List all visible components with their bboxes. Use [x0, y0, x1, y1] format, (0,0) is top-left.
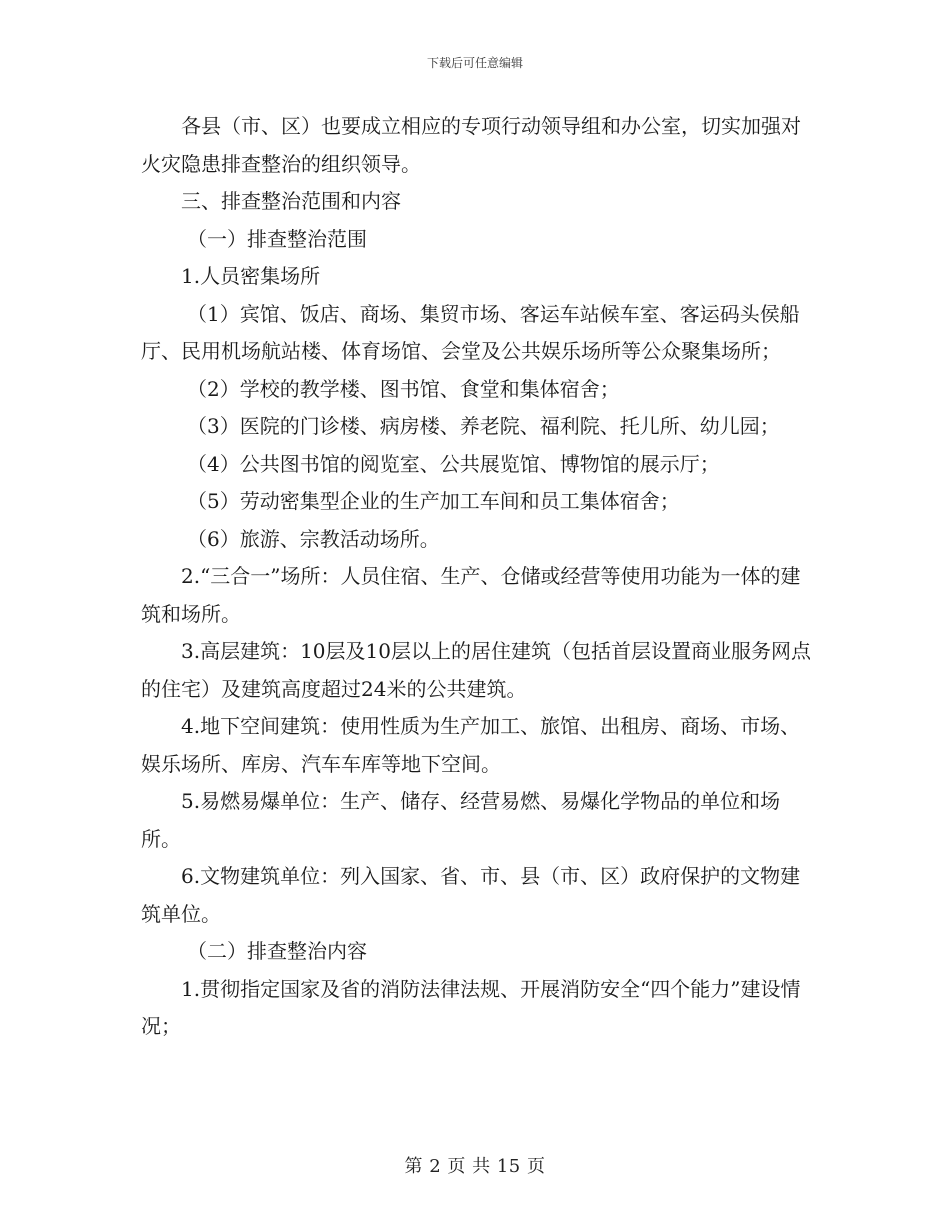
item-cultural-relics: 6.文物建筑单位：列入国家、省、市、县（市、区）政府保护的文物建筑单位。 [141, 864, 801, 926]
item-flammable-explosive: 5.易燃易爆单位：生产、储存、经营易燃、易爆化学物品的单位和场所。 [141, 789, 781, 851]
paragraph-leadership: 各县（市、区）也要成立相应的专项行动领导组和办公室，切实加强对火灾隐患排查整治的组织领导。 [141, 114, 801, 176]
section-heading-scope-and-content: 三、排查整治范围和内容 [181, 189, 401, 213]
item-high-rise: 3.高层建筑：10层及10层以上的居住建筑（包括首层设置商业服务网点的住宅）及建筑高度超过24米的公共建筑。 [141, 639, 811, 701]
subitem-3-hospitals: （3）医院的门诊楼、病房楼、养老院、福利院、托儿所、幼儿园； [187, 414, 780, 438]
subitem-6-tourism-religious: （6）旅游、宗教活动场所。 [187, 526, 440, 551]
document-body [141, 108, 813, 1046]
subsection-heading-scope: （一）排查整治范围 [187, 226, 367, 251]
subitem-4-libraries: （4）公共图书馆的阅览室、公共展览馆、博物馆的展示厅； [187, 451, 720, 476]
subitem-1-public-venues: （1）宾馆、饭店、商场、集贸市场、客运车站候车室、客运码头侯船厅、民用机场航站楼、体育场馆、会堂及公共娱乐场所等公众聚集场所； [141, 301, 800, 363]
item-three-in-one: 2.“三合一”场所：人员住宿、生产、仓储或经营等使用功能为一体的建筑和场所。 [141, 564, 801, 626]
subitem-2-schools: （2）学校的教学楼、图书馆、食堂和集体宿舍； [187, 376, 620, 401]
subitem-5-labor-intensive: （5）劳动密集型企业的生产加工车间和员工集体宿舍； [187, 489, 680, 513]
item-underground: 4.地下空间建筑：使用性质为生产加工、旅馆、出租房、商场、市场、娱乐场所、库房、汽车车库等地下空间。 [141, 714, 801, 776]
page-number-footer: 第 2 页 共 15 页 [404, 1156, 546, 1177]
page-header: 下载后可任意编辑 [426, 56, 523, 70]
item-fire-law-implementation: 1.贯彻指定国家及省的消防法律法规、开展消防安全“四个能力”建设情况； [141, 976, 801, 1038]
item-crowded-places: 1.人员密集场所 [181, 264, 321, 288]
subsection-heading-content: （二）排查整治内容 [187, 939, 367, 963]
